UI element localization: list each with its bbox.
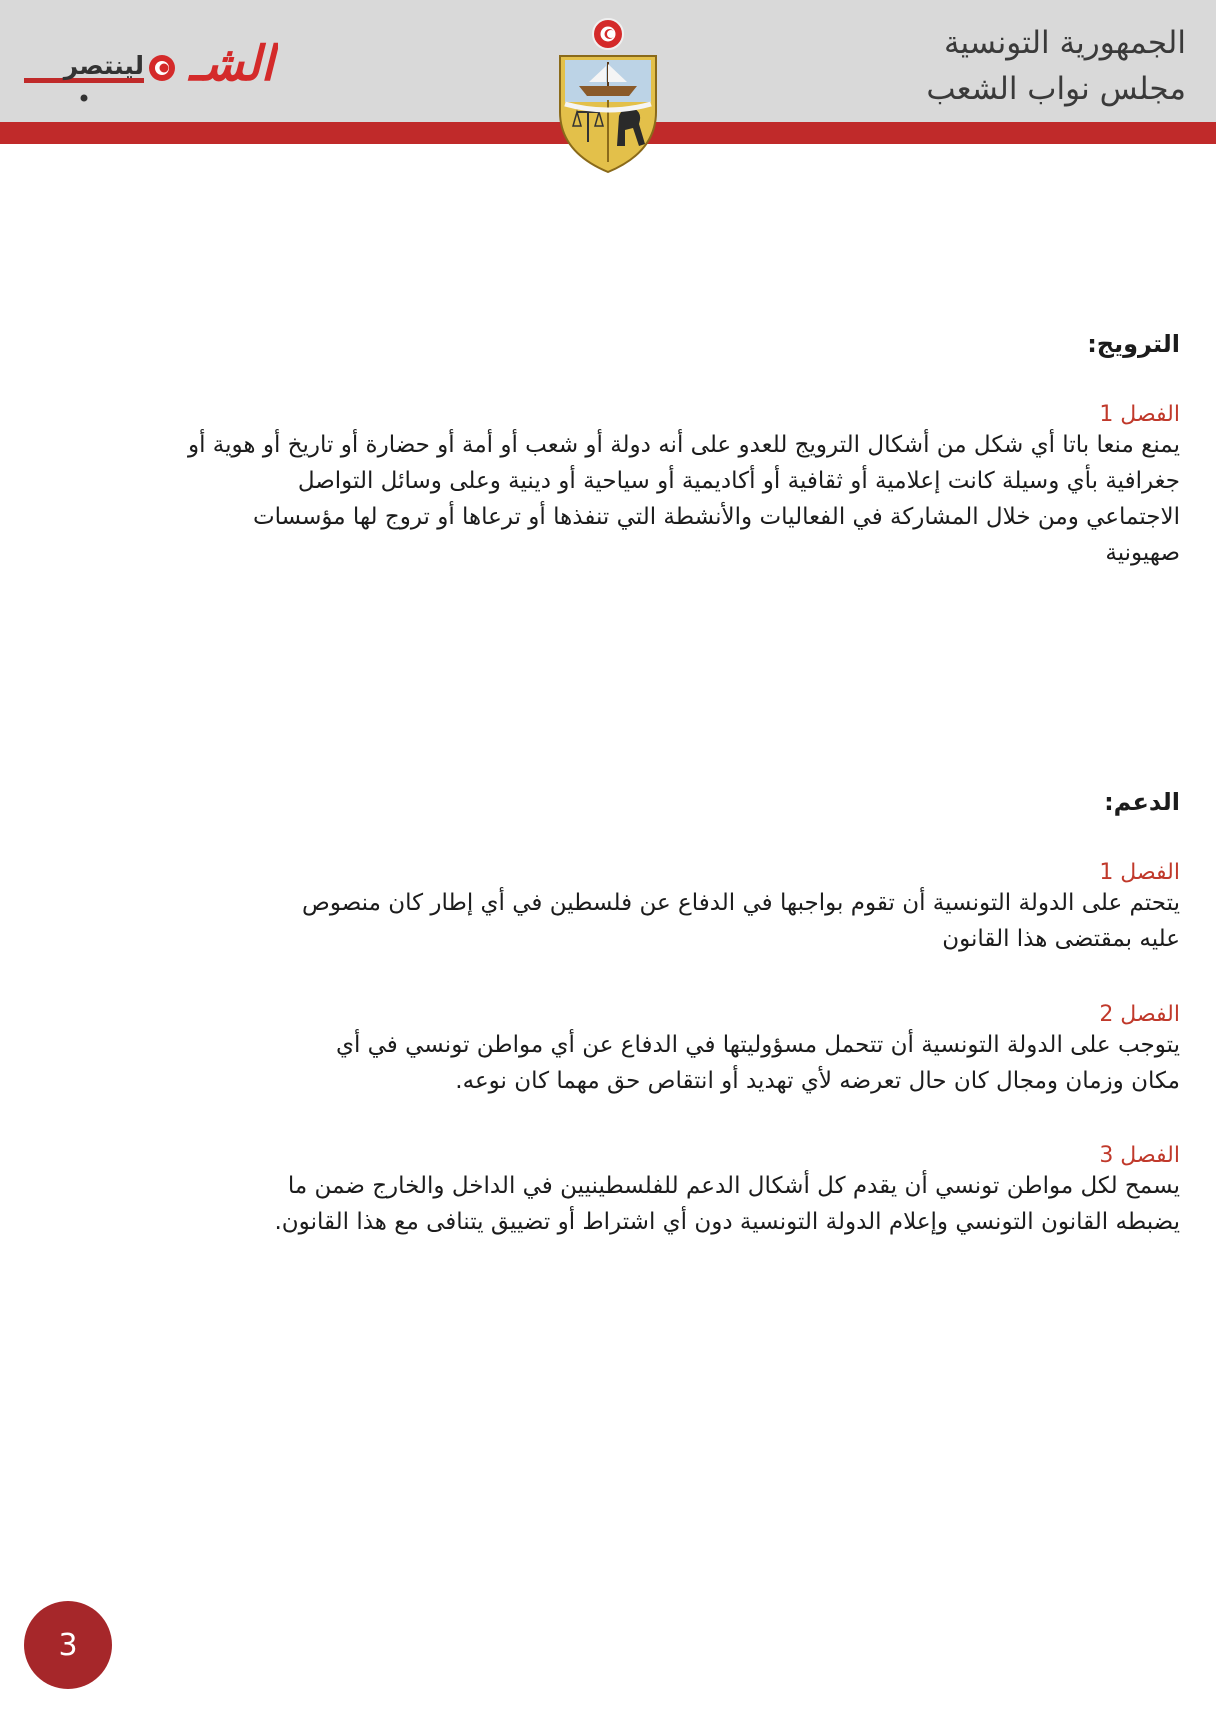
- chapter-title: الفصل 1: [1099, 860, 1180, 885]
- section-heading: الترويج:: [1087, 330, 1180, 358]
- page-number-badge: 3: [24, 1601, 112, 1689]
- section-support: [40, 788, 1180, 816]
- text-line: عليه بمقتضى هذا القانون: [942, 926, 1180, 952]
- chapter-body: [40, 427, 1180, 571]
- text-line: يسمح لكل مواطن تونسي أن يقدم كل أشكال الدعم للفلسطينيين في الداخل والخارج ضمن ما: [287, 1173, 1180, 1199]
- text-line: صهيونية: [1105, 540, 1180, 566]
- text-line: جغرافية بأي وسيلة كانت إعلامية أو ثقافية أو أكاديمية أو سياحية أو دينية وعلى وسائل التواصل: [297, 468, 1180, 494]
- chapter-title: الفصل 2: [1099, 1002, 1180, 1027]
- text-line: يتوجب على الدولة التونسية أن تتحمل مسؤوليتها في الدفاع عن أي مواطن تونسي في أي: [335, 1032, 1180, 1058]
- text-line: يضبطه القانون التونسي وإعلام الدولة التونسية دون أي اشتراط أو تضييق يتنافى مع هذا القانون.: [274, 1209, 1180, 1235]
- chapter-title: الفصل 3: [1099, 1143, 1180, 1168]
- chapter-body: [40, 1027, 1180, 1099]
- header-assembly: مجلس نواب الشعب: [926, 71, 1186, 107]
- svg-text:الشـ: الشـ: [189, 36, 274, 92]
- text-line: مكان وزمان ومجال كان حال تعرضه لأي تهديد أو انتقاص حق مهما كان نوعه.: [455, 1068, 1180, 1094]
- header-republic: الجمهورية التونسية: [943, 25, 1186, 61]
- chapter: [40, 1143, 1180, 1240]
- coat-of-arms-icon: [555, 12, 661, 176]
- chapter-title: الفصل 1: [1099, 402, 1180, 427]
- chapter: [40, 860, 1180, 957]
- chapter: [40, 1002, 1180, 1099]
- section-heading: الدعم:: [1104, 788, 1180, 816]
- text-line: يتحتم على الدولة التونسية أن تقوم بواجبها في الدفاع عن فلسطين في أي إطار كان منصوص: [302, 890, 1180, 916]
- text-line: يمنع منعا باتا أي شكل من أشكال الترويج للعدو على أنه دولة أو شعب أو أمة أو حضارة أو تاريخ أو هوية أو: [187, 432, 1180, 458]
- section-promotion: [40, 330, 1180, 358]
- chapter-body: [40, 1168, 1180, 1240]
- header-title: [926, 20, 1186, 112]
- svg-text:لينتصر: لينتصر: [63, 51, 144, 80]
- text-line: الاجتماعي ومن خلال المشاركة في الفعاليات والأنشطة التي تنفذها أو ترعاها أو تروج لها مؤسسات: [252, 504, 1180, 530]
- alshaab-logo: [22, 28, 278, 108]
- chapter-body: [40, 885, 1180, 957]
- chapter: [40, 402, 1180, 571]
